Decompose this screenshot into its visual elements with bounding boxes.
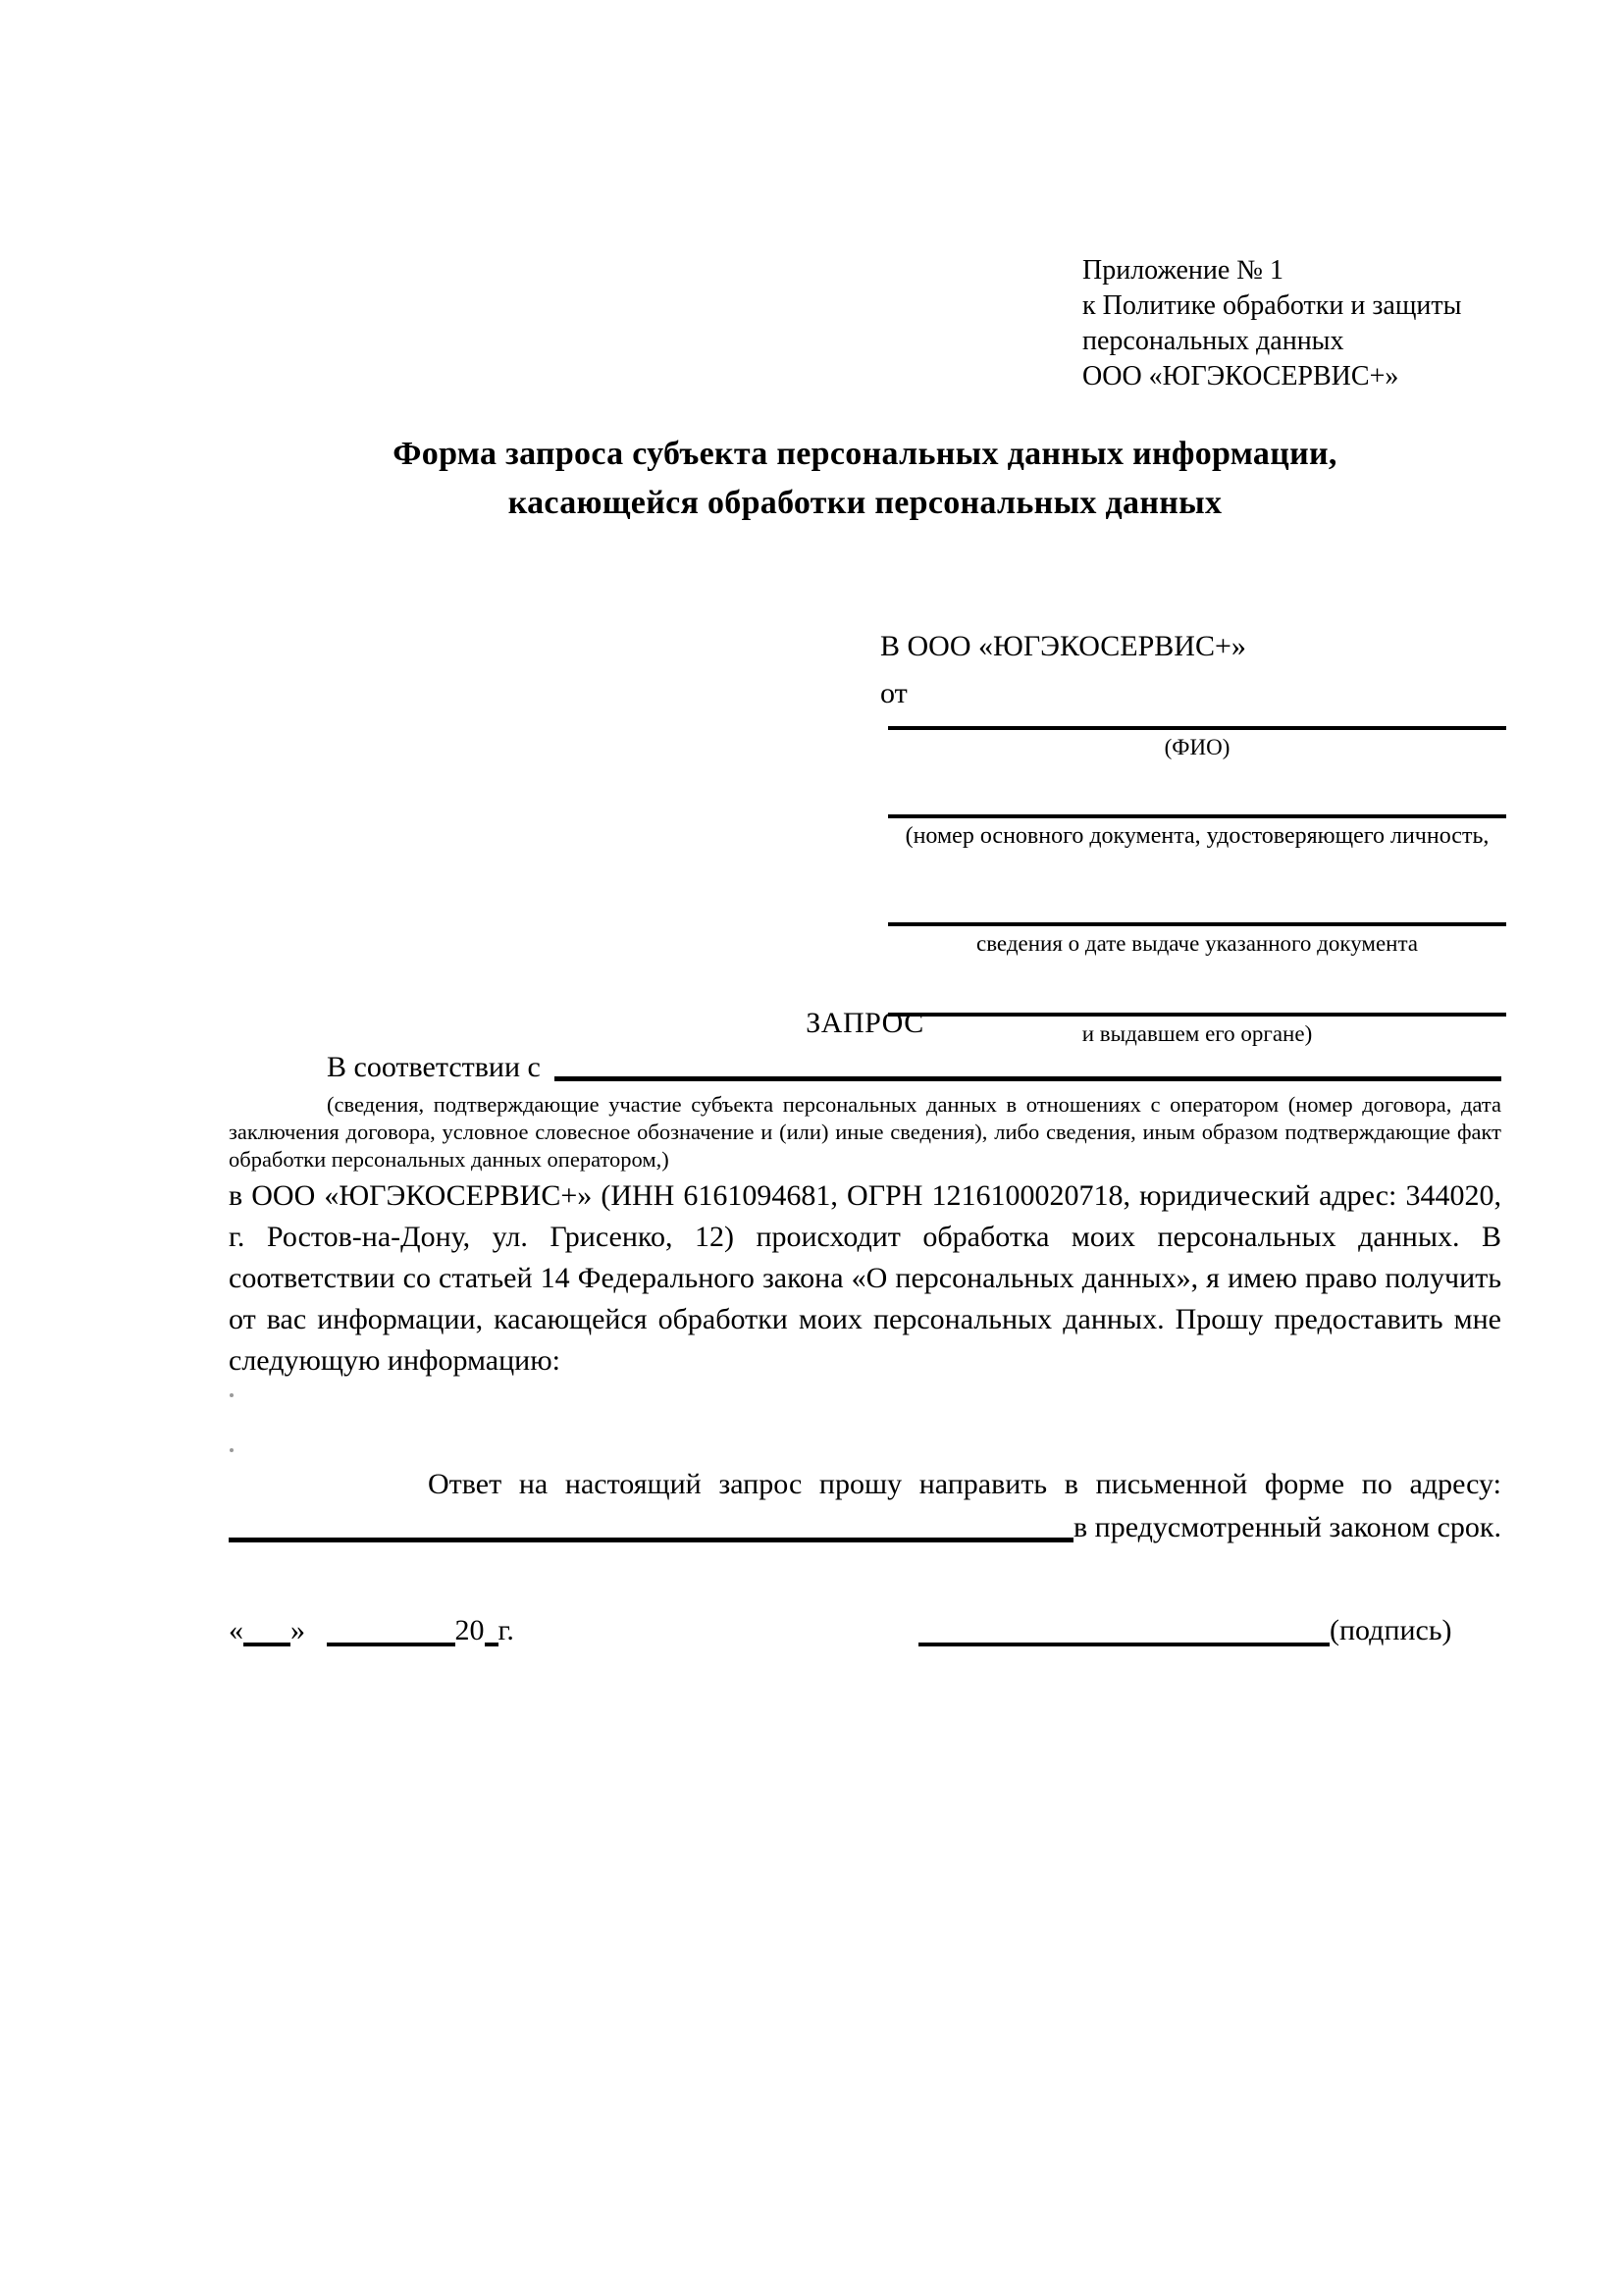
year-suffix: г. [497,1614,514,1646]
document-number-caption: (номер основного документа, удостоверяющего личность, [905,823,1490,849]
request-intro-row [229,1048,1501,1087]
spacer [541,1048,554,1087]
appendix-line-2: к Политике обработки и защиты [1082,290,1462,321]
title-line-2: касающейся обработки персональных данных [507,485,1223,521]
basis-blank-line [554,1076,1501,1081]
signature-blank-line [918,1643,1330,1646]
list-marker-dot [230,1393,234,1397]
field-issue-date [888,922,1506,958]
year-blank-line [485,1643,498,1646]
appendix-line-1: Приложение № 1 [1082,255,1283,286]
signature-line-group [918,1611,1452,1650]
addressee-from-label: от [880,677,908,709]
request-heading: ЗАПРОС [806,1007,924,1039]
list-marker-dot [230,1448,234,1452]
month-blank-line [327,1643,455,1646]
request-intro-label: В соответствии с [327,1051,541,1083]
answer-suffix: в предусмотренный законом срок. [1073,1511,1501,1543]
addressee-organization: В ООО «ЮГЭКОСЕРВИС+» [880,630,1246,662]
title-line-1: Форма запроса субъекта персональных данных информации, [393,436,1337,472]
document-title [229,430,1501,528]
appendix-line-3: персональных данных [1082,326,1344,356]
appendix-block [1082,253,1553,394]
issue-organ-caption: и выдавшем его органе) [1081,1021,1313,1046]
address-blank-line [229,1538,1073,1542]
date-line [229,1611,514,1650]
year-prefix: 20 [454,1614,485,1646]
request-body: в ООО «ЮГЭКОСЕРВИС+» (ИНН 6161094681, ОГРН 1216100020718, юридический адрес: 344020, г. Ростов-на-Дону, ул. Грисенко, 12) происходит обработка моих персональных данных. В соответствии со статьей 14 Федерального закона «О персональных данных», я имею право получить от вас информации, касающейся обработки моих персональных данных. Прошу предоставить мне следующую информацию: [229,1179,1501,1377]
fio-blank-line [888,726,1506,730]
quote-close: » [290,1614,305,1646]
field-document-number [888,814,1506,850]
day-blank-line [243,1643,290,1646]
fio-caption: (ФИО) [1164,735,1230,759]
issue-date-blank-line [888,922,1506,926]
signature-caption: (подпись) [1330,1614,1452,1646]
document-number-blank-line [888,814,1506,818]
issue-date-caption: сведения о дате выдаче указанного документа [975,931,1419,956]
appendix-line-4: ООО «ЮГЭКОСЕРВИС+» [1082,361,1399,391]
answer-address-row [229,1507,1501,1548]
answer-intro: Ответ на настоящий запрос прошу направить в письменной форме по адресу: [428,1468,1501,1500]
quote-open: « [229,1614,243,1646]
request-note: (сведения, подтверждающие участие субъекта персональных данных в отношениях с оператором (номер договора, дата заключения договора, условное словесное обозначение и (или) иные сведения), либо сведения, иным образом подтверждающие факт обработки персональных данных оператором,) [229,1092,1501,1172]
field-fio [888,726,1506,761]
